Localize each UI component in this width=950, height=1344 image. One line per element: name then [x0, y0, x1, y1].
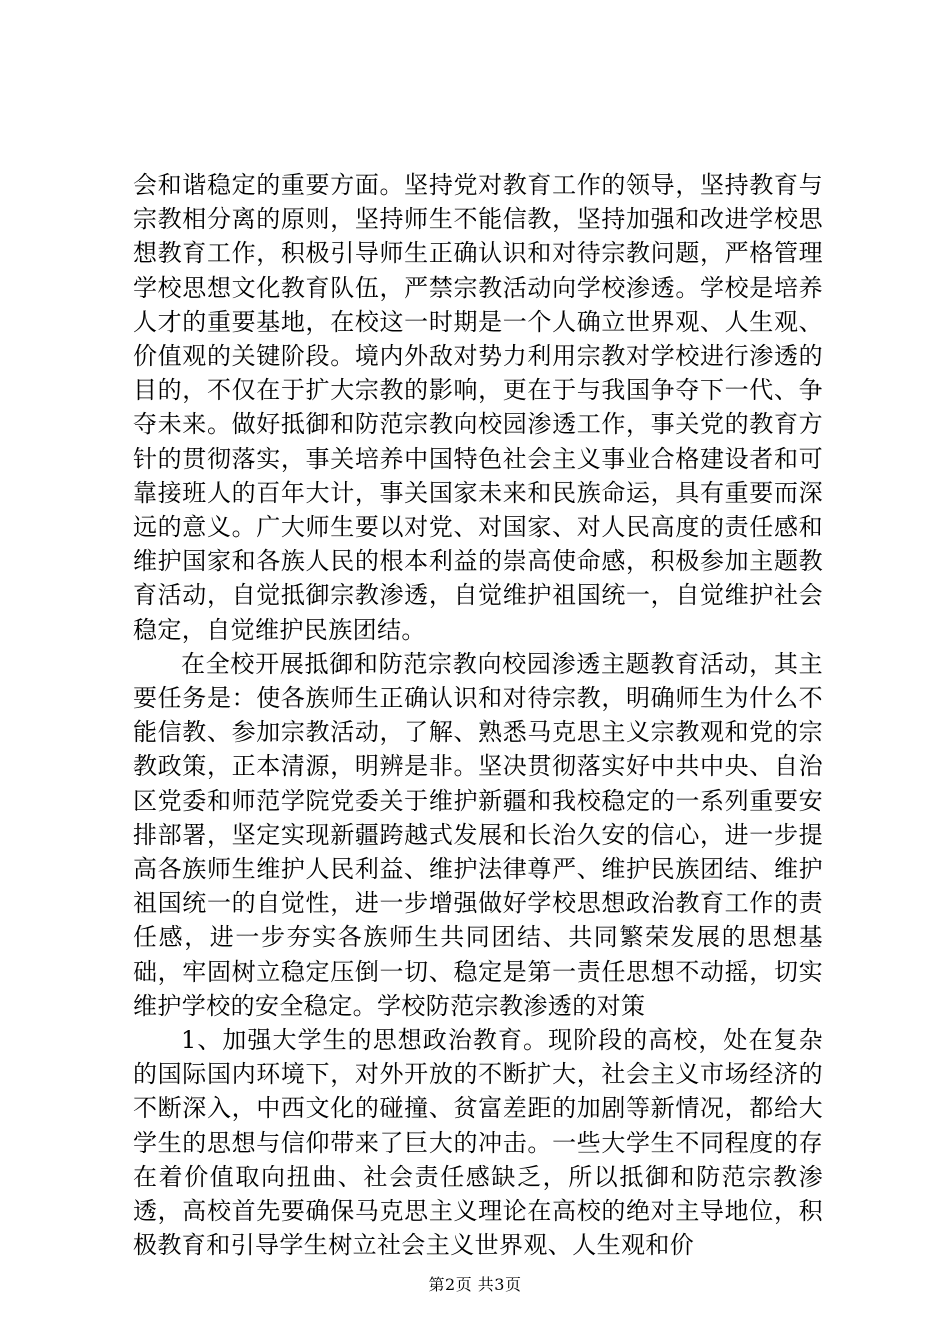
paragraph-continuation: 会和谐稳定的重要方面。坚持党对教育工作的领导，坚持教育与宗教相分离的原则，坚持师生不能信教，坚持加强和改进学校思想教育工作，积极引导师生正确认识和对待宗教问题，严格管理学校思想文化教育队伍，严禁宗教活动向学校渗透。学校是培养人才的重要基地，在校这一时期是一个人确立世界观、人生观、价值观的关键阶段。境内外敌对势力利用宗教对学校进行渗透的目的，不仅在于扩大宗教的影响，更在于与我国争夺下一代、争夺未来。做好抵御和防范宗教向校园渗透工作，事关党的教育方针的贯彻落实，事关培养中国特色社会主义事业合格建设者和可靠接班人的百年大计，事关国家未来和民族命运，具有重要而深远的意义。广大师生要以对党、对国家、对人民高度的责任感和维护国家和各族人民的根本利益的崇高使命感，积极参加主题教育活动，自觉抵御宗教渗透，自觉维护祖国统一，自觉维护社会稳定，自觉维护民族团结。: [133, 171, 823, 644]
paragraph-measure-1: 1、加强大学生的思想政治教育。现阶段的高校，处在复杂的国际国内环境下，对外开放的不断扩大，社会主义市场经济的不断深入，中西文化的碰撞、贫富差距的加剧等新情况，都给大学生的思想与信仰带来了巨大的冲击。一些大学生不同程度的存在着价值取向扭曲、社会责任感缺乏，所以抵御和防范宗教渗透，高校首先要确保马克思主义理论在高校的绝对主导地位，积极教育和引导学生树立社会主义世界观、人生观和价: [133, 1026, 823, 1260]
page-number-footer: 第2页 共3页: [428, 1275, 522, 1294]
document-body: [133, 168, 823, 1263]
paragraph-main-tasks: 在全校开展抵御和防范宗教向校园渗透主题教育活动，其主要任务是：使各族师生正确认识和对待宗教，明确师生为什么不能信教、参加宗教活动，了解、熟悉马克思主义宗教观和党的宗教政策，正本清源，明辨是非。坚决贯彻落实好中共中央、自治区党委和师范学院党委关于维护新疆和我校稳定的一系列重要安排部署，坚定实现新疆跨越式发展和长治久安的信心，进一步提高各族师生维护人民利益、维护法律尊严、维护民族团结、维护祖国统一的自觉性，进一步增强做好学校思想政治教育工作的责任感，进一步夯实各族师生共同团结、共同繁荣发展的思想基础，牢固树立稳定压倒一切、稳定是第一责任思想不动摇，切实维护学校的安全稳定。学校防范宗教渗透的对策: [133, 649, 823, 1020]
